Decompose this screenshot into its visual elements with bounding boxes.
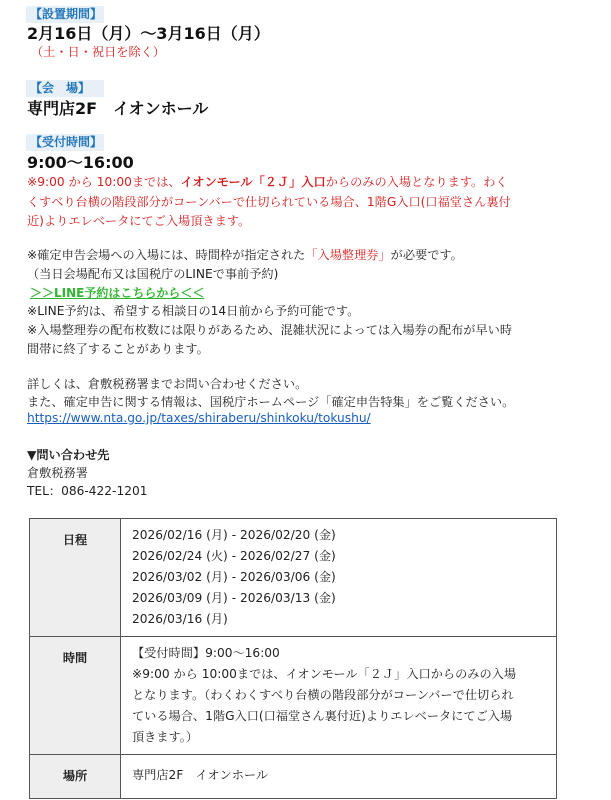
time-header: 時間 — [30, 637, 121, 755]
ticket-line3: ※LINE予約は、希望する相談日の14日前から予約可能です。 — [27, 304, 360, 318]
period-dates: 2月16日（月）～3月16日（月） — [27, 24, 270, 43]
reception-note-line1 — [27, 173, 508, 190]
ticket-line1-suffix: が必要です。 — [390, 248, 463, 262]
ticket-line4: ※入場整理券の配布枚数には限りがあるため、混雑状況によっては入場券の配布が早い時 — [27, 323, 513, 337]
period-label: 【設置期間】 — [26, 6, 104, 23]
time-line: 【受付時間】9:00～16:00 — [132, 646, 280, 660]
reception-note-entrance: イオンモール「２Ｊ」入口 — [180, 175, 326, 189]
nta-link[interactable]: https://www.nta.go.jp/taxes/shiraberu/shinkoku/tokushu/ — [27, 411, 371, 425]
line-reservation-link[interactable]: ＞＞LINE予約はこちらから＜＜ — [30, 286, 205, 300]
venue-label: 【会 場】 — [26, 80, 104, 97]
details-line1: 詳しくは、倉敷税務署までお問い合わせください。 — [27, 377, 308, 391]
reception-note-line3: 近)よりエレベータにてご入場頂きます。 — [27, 214, 251, 228]
schedule-range: 2026/03/02 (月) - 2026/03/06 (金) — [132, 570, 336, 584]
venue-name: 専門店2F イオンホール — [27, 99, 209, 118]
place-cell — [121, 755, 557, 799]
ticket-mark: 「入場整理券」 — [305, 248, 391, 262]
reception-time: 9:00～16:00 — [27, 153, 134, 172]
contact-tel: TEL：086-422-1201 — [27, 484, 148, 498]
details-line2: また、確定申告に関する情報は、国税庁ホームページ「確定申告特集」をご覧ください。 — [27, 395, 515, 409]
schedule-range: 2026/02/16 (月) - 2026/02/20 (金) — [132, 528, 336, 542]
ticket-line5: 間帯に終了することがあります。 — [27, 342, 209, 356]
table-row — [30, 637, 557, 755]
schedule-cell — [121, 519, 557, 637]
time-line: 頂きます。） — [132, 730, 199, 744]
schedule-table — [29, 518, 557, 799]
table-row — [30, 755, 557, 799]
place-value: 専門店2F イオンホール — [132, 768, 269, 782]
table-row — [30, 519, 557, 637]
ticket-line2: （当日会場配布又は国税庁のLINEで事前予約) — [27, 267, 279, 281]
schedule-range: 2026/02/24 (火) - 2026/02/27 (金) — [132, 549, 336, 563]
ticket-line1 — [27, 246, 463, 263]
reception-note-prefix: ※9:00 から 10:00までは、 — [27, 175, 181, 189]
schedule-header: 日程 — [30, 519, 121, 637]
time-cell — [121, 637, 557, 755]
reception-note-line2: くすべり台横の階段部分がコーンバーで仕切られている場合、1階G入口(口福堂さん裏付 — [27, 195, 511, 209]
ticket-line1-prefix: ※確定申告会場への入場には、時間枠が指定された — [27, 248, 306, 262]
time-line: ※9:00 から 10:00までは、イオンモール「２Ｊ」入口からのみの入場 — [132, 667, 517, 681]
time-line: ている場合、1階G入口(口福堂さん裏付近)よりエレベータにてご入場 — [132, 709, 513, 723]
reception-label: 【受付時間】 — [26, 134, 104, 151]
reception-note-rest: からのみの入場となります。わく — [325, 175, 508, 189]
schedule-range: 2026/03/09 (月) - 2026/03/13 (金) — [132, 591, 336, 605]
contact-office: 倉敷税務署 — [27, 466, 88, 480]
period-note: （土・日・祝日を除く） — [31, 45, 166, 59]
schedule-range: 2026/03/16 (月) — [132, 612, 228, 626]
time-line: となります。（わくわくすべり台横の階段部分がコーンバーで仕切られ — [132, 688, 514, 702]
place-header: 場所 — [30, 755, 121, 799]
contact-heading: ▼問い合わせ先 — [27, 448, 110, 462]
